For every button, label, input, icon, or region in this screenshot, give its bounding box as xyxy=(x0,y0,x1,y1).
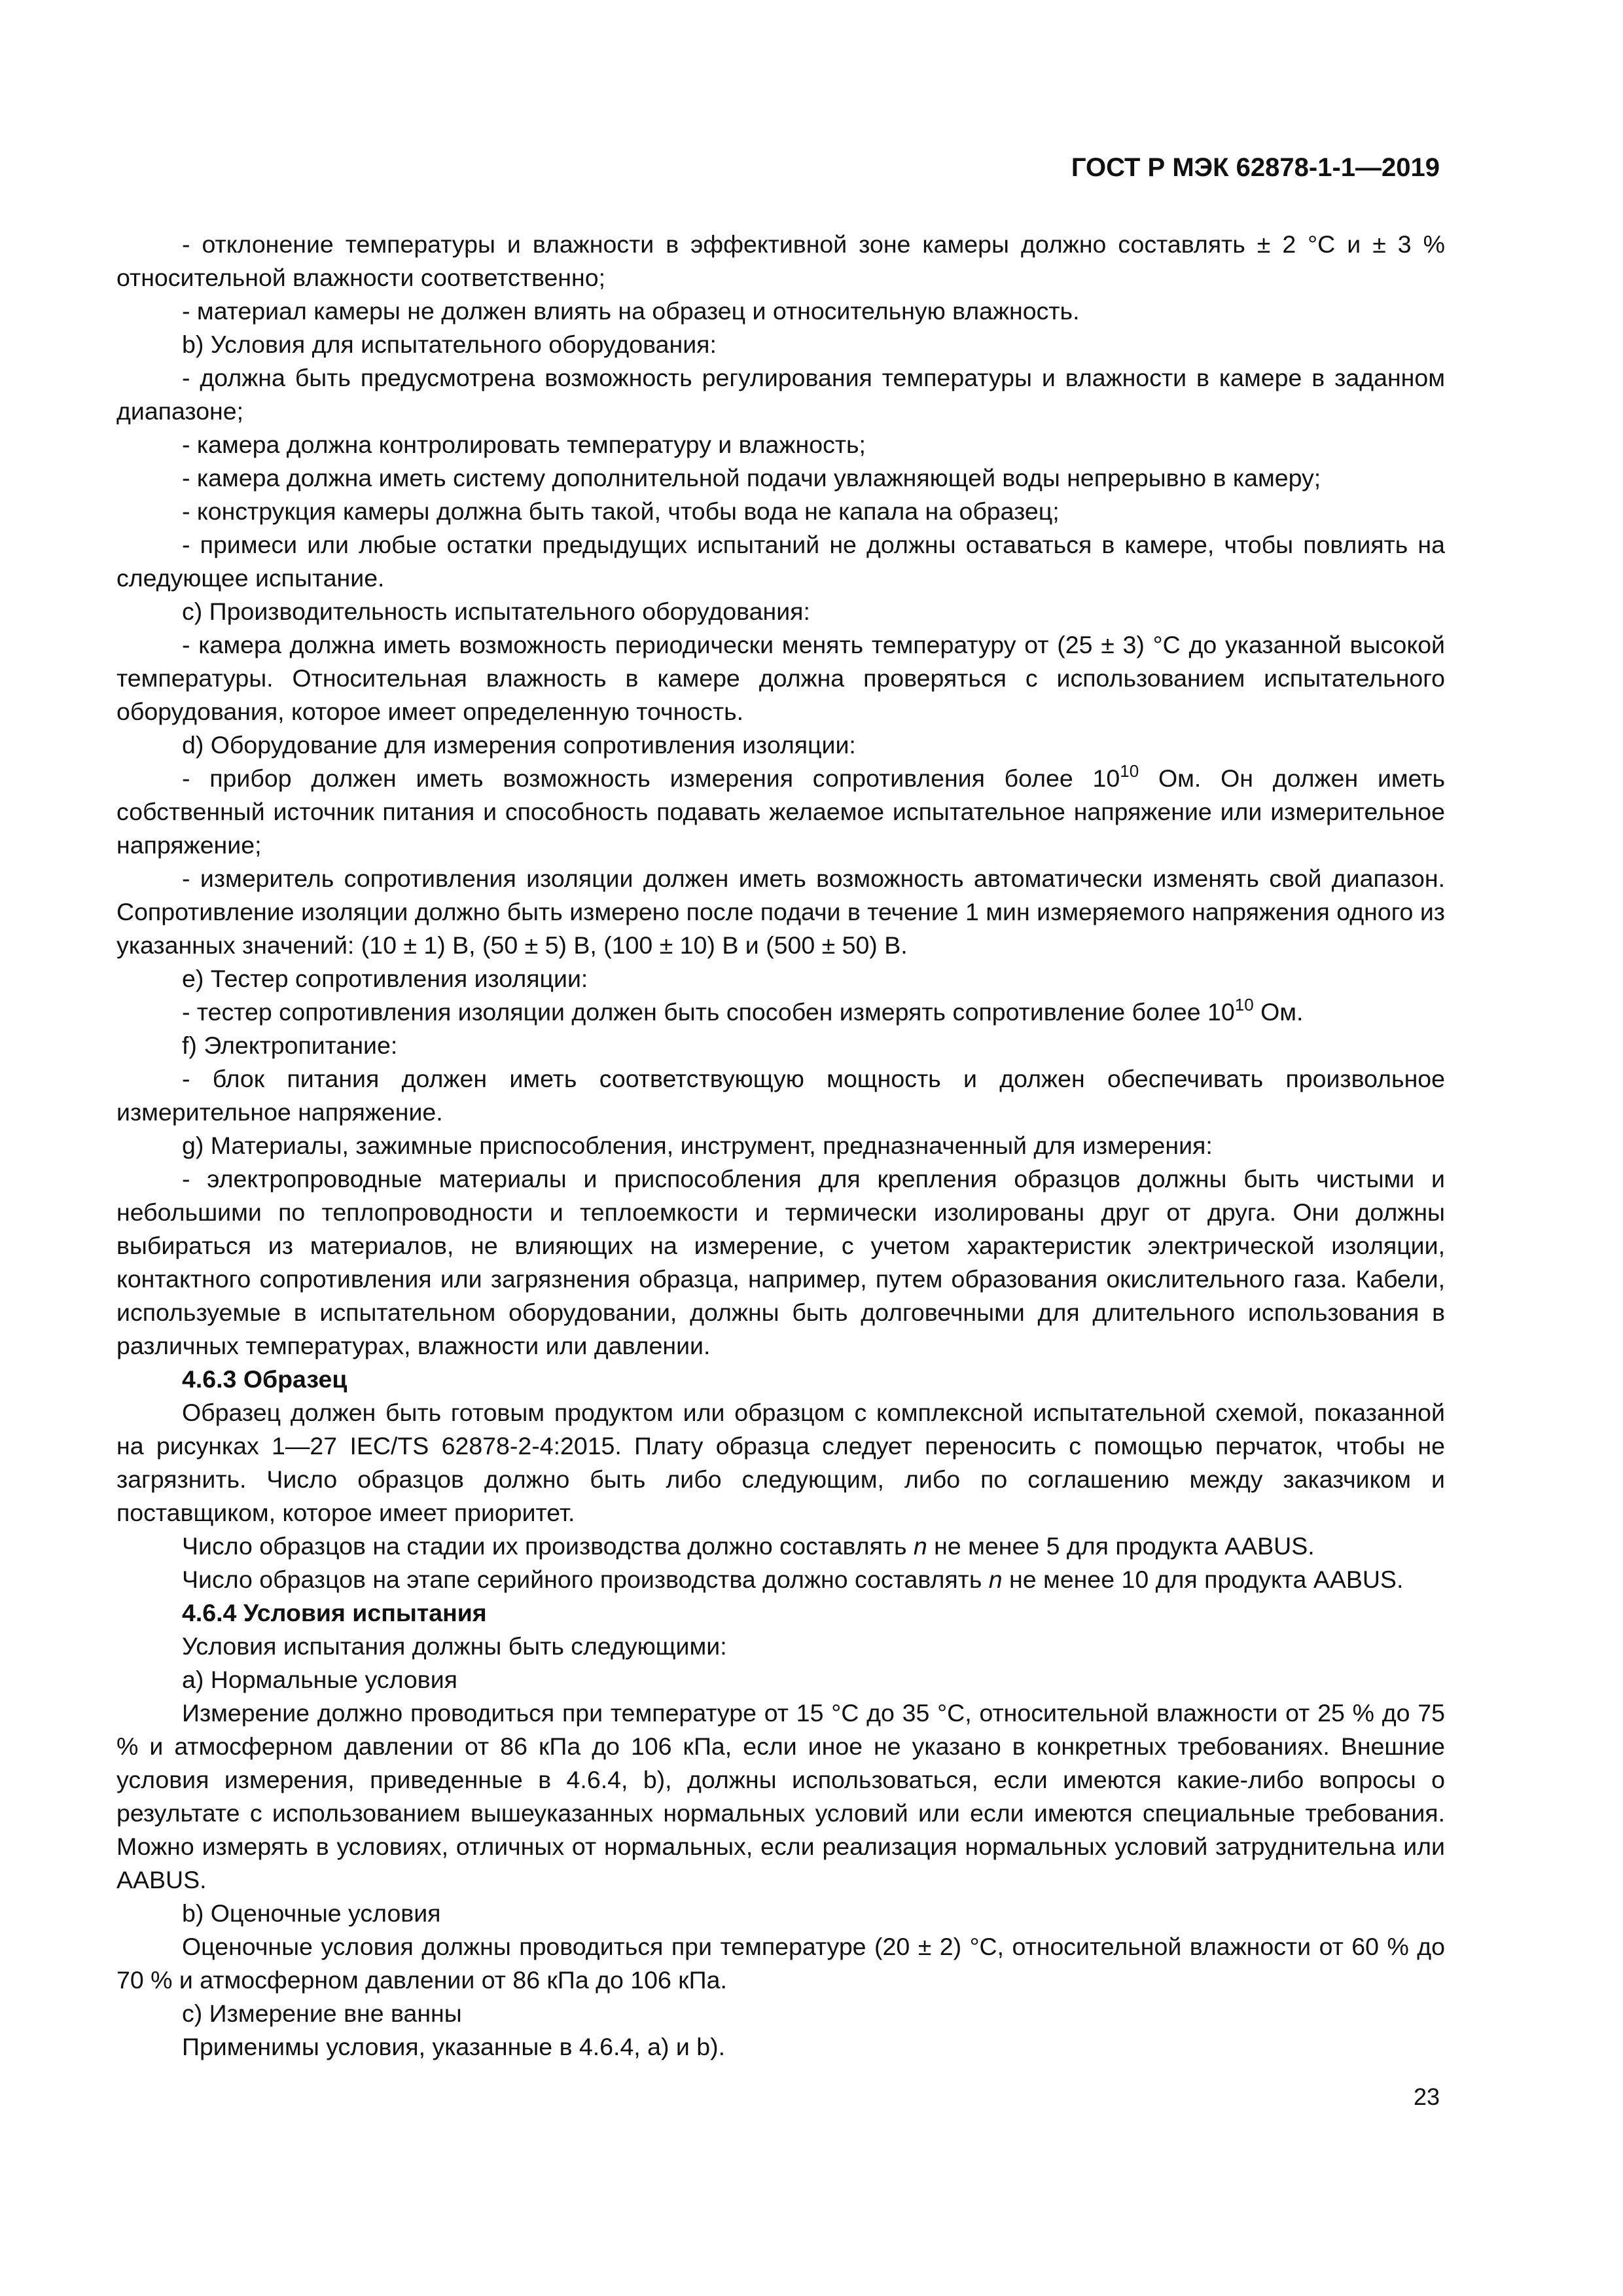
paragraph: Применимы условия, указанные в 4.6.4, а) и b). xyxy=(182,2033,726,2060)
paragraph: - примеси или любые остатки предыдущих испытаний не должны оставаться в камере, чтобы повлиять на следующее испытание. xyxy=(116,531,1445,592)
text-span: Ом. xyxy=(1253,998,1304,1026)
paragraph: - камера должна иметь возможность периодически менять температуру от (25 ± 3) °С до указанной высокой температуры. Относительная влажность в камере должна проверяться с использованием испытательного оборудования, которое имеет определенную точность. xyxy=(116,631,1445,725)
paragraph: - конструкция камеры должна быть такой, чтобы вода не капала на образец; xyxy=(182,497,1060,525)
text-span: не менее 10 для продукта AABUS. xyxy=(1002,1566,1404,1593)
text-span: Ом. Он должен иметь собственный источник питания и способность подавать желаемое испытательное напряжение или измерительное напряжение; xyxy=(116,764,1446,859)
paragraph xyxy=(116,1530,1445,1563)
paragraph: - отклонение температуры и влажности в эффективной зоне камеры должно составлять ± 2 °С и ± 3 % относительной влажности соответственно; xyxy=(116,230,1445,291)
text-span: Число образцов на стадии их производства должно составлять xyxy=(182,1532,914,1560)
list-heading: f) Электропитание: xyxy=(182,1031,398,1059)
paragraph: Образец должен быть готовым продуктом или образцом с комплексной испытательной схемой, показанной на рисунках 1—27 IEC/TS 62878-2-4:2015. Плату образца следует переносить с помощью перчаток, чтобы не загрязнить. Число образцов должно быть либо следующим, либо по соглашению между заказчиком и поставщиком, которое имеет приоритет. xyxy=(116,1399,1445,1526)
list-heading: е) Тестер сопротивления изоляции: xyxy=(182,965,588,992)
variable-n: n xyxy=(988,1566,1003,1593)
page-number: 23 xyxy=(1413,2083,1440,2110)
paragraph: - камера должна контролировать температуру и влажность; xyxy=(182,431,866,458)
text-span: не менее 5 для продукта AABUS. xyxy=(927,1532,1315,1560)
paragraph: - измеритель сопротивления изоляции должен иметь возможность автоматически изменять свой диапазон. Сопротивление изоляции должно быть измерено после подачи в течение 1 мин измеряемого напряжения одного из указанных значений: (10 ± 1) В, (50 ± 5) В, (100 ± 10) В и (500 ± 50) В. xyxy=(116,865,1445,959)
text-span: - тестер сопротивления изоляции должен быть способен измерять сопротивление более 10 xyxy=(182,998,1235,1026)
paragraph: - материал камеры не должен влиять на образец и относительную влажность. xyxy=(182,297,1080,325)
list-heading: с) Производительность испытательного оборудования: xyxy=(182,598,810,625)
text-span: Число образцов на этапе серийного производства должно составлять xyxy=(182,1566,989,1593)
text-span: - прибор должен иметь возможность измерения сопротивления более 10 xyxy=(182,764,1120,792)
document-body xyxy=(116,228,1445,2064)
paragraph xyxy=(116,1563,1445,1596)
paragraph xyxy=(116,762,1445,862)
paragraph: - блок питания должен иметь соответствующую мощность и должен обеспечивать произвольное измерительное напряжение. xyxy=(116,1065,1445,1126)
paragraph: Оценочные условия должны проводиться при температуре (20 ± 2) °С, относительной влажности от 60 % до 70 % и атмосферном давлении от 86 кПа до 106 кПа. xyxy=(116,1933,1445,1994)
variable-n: n xyxy=(913,1532,927,1560)
list-heading: d) Оборудование для измерения сопротивления изоляции: xyxy=(182,731,856,759)
paragraph: Измерение должно проводиться при температуре от 15 °С до 35 °С, относительной влажности от 25 % до 75 % и атмосферном давлении от 86 кПа до 106 кПа, если иное не указано в конкретных требованиях. Внешние условия измерения, приведенные в 4.6.4, b), должны использоваться, если имеются какие-либо вопросы о результате с использованием вышеуказанных нормальных условий или если имеются специальные требования. Можно измерять в условиях, отличных от нормальных, если реализация нормальных условий затруднительна или AABUS. xyxy=(116,1699,1445,1893)
superscript-exponent: 10 xyxy=(1120,761,1139,781)
section-heading-4-6-3: 4.6.3 Образец xyxy=(182,1365,348,1393)
paragraph xyxy=(116,996,1445,1029)
list-heading: а) Нормальные условия xyxy=(182,1666,457,1693)
paragraph: - электропроводные материалы и приспособления для крепления образцов должны быть чистыми и небольшими по теплопроводности и теплоемкости и термически изолированы друг от друга. Они должны выбираться из материалов, не влияющих на измерение, с учетом характеристик электрической изоляции, контактного сопротивления или загрязнения образца, например, путем образования окислительного газа. Кабели, используемые в испытательном оборудовании, должны быть долговечными для длительного использования в различных температурах, влажности или давлении. xyxy=(116,1165,1445,1359)
paragraph: - должна быть предусмотрена возможность регулирования температуры и влажности в камере в заданном диапазоне; xyxy=(116,364,1445,425)
superscript-exponent: 10 xyxy=(1234,994,1254,1014)
document-header: ГОСТ Р МЭК 62878-1-1—2019 xyxy=(1071,153,1440,182)
list-heading: g) Материалы, зажимные приспособления, инструмент, предназначенный для измерения: xyxy=(182,1132,1213,1159)
paragraph: - камера должна иметь систему дополнительной подачи увлажняющей воды непрерывно в камеру; xyxy=(182,464,1321,492)
section-heading-4-6-4: 4.6.4 Условия испытания xyxy=(182,1599,487,1626)
list-heading: b) Оценочные условия xyxy=(182,1899,441,1927)
list-heading: с) Измерение вне ванны xyxy=(182,2000,462,2027)
paragraph: Условия испытания должны быть следующими: xyxy=(182,1632,727,1660)
list-heading: b) Условия для испытательного оборудования: xyxy=(182,331,717,358)
